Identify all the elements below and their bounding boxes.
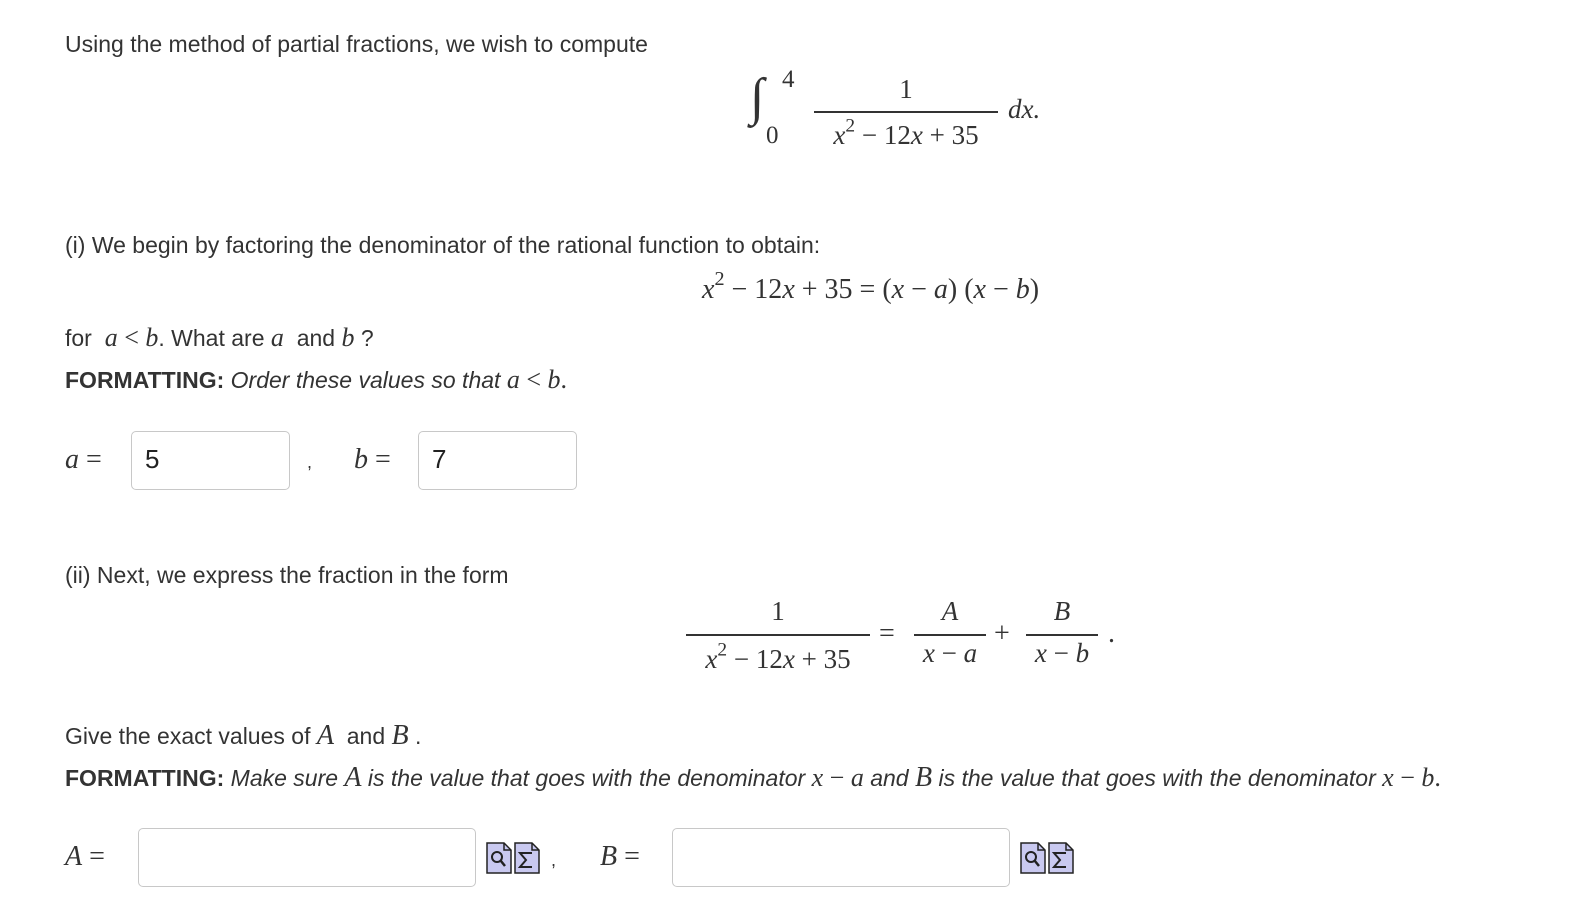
intro-text: Using the method of partial fractions, we wish to compute bbox=[65, 31, 648, 57]
a-input[interactable]: 5 bbox=[131, 431, 290, 490]
comma-separator-2: , bbox=[551, 850, 557, 870]
formatting-label: FORMATTING: bbox=[65, 367, 225, 393]
B-fraction bbox=[1026, 596, 1098, 686]
A-numerator: A bbox=[941, 596, 959, 626]
and-text: and bbox=[296, 325, 336, 351]
B-input[interactable] bbox=[672, 828, 1010, 887]
B-label: B = bbox=[600, 841, 640, 872]
question-mark: ? bbox=[360, 325, 374, 351]
for-text: for bbox=[65, 325, 92, 351]
integrand-fraction bbox=[814, 62, 998, 162]
formatting-text-2d: is the value that goes with the denominator bbox=[938, 765, 1376, 791]
lhs-denominator: $x^2 - 12x + 35$ bbox=[705, 639, 851, 674]
formatting-label-2: FORMATTING: bbox=[65, 765, 225, 791]
what-are-text: . What are bbox=[158, 325, 265, 351]
and-text-2: and bbox=[346, 723, 386, 749]
A-input[interactable] bbox=[138, 828, 476, 887]
B-tool-icons bbox=[1020, 842, 1074, 874]
partial-fraction-equation: 1 $x^2 - 12x + 35$ = A x − a + B x − b . bbox=[686, 596, 1126, 686]
integral-equation bbox=[750, 62, 1070, 162]
integral-lower-limit: 0 bbox=[766, 122, 779, 149]
preview-icon[interactable] bbox=[486, 842, 512, 874]
b-label: b = bbox=[354, 444, 391, 475]
equation-editor-icon[interactable] bbox=[1048, 842, 1074, 874]
B-denominator: x − b bbox=[1034, 638, 1090, 668]
question-line: for a < b. What are a and b ? bbox=[65, 323, 374, 352]
integrand-denominator: $x^2 - 12x + 35$ bbox=[833, 115, 979, 150]
preview-icon[interactable] bbox=[1020, 842, 1046, 874]
formatting-text: Order these values so that bbox=[230, 367, 501, 393]
A-fraction bbox=[914, 596, 986, 686]
a-label: a = bbox=[65, 444, 102, 475]
a-less-b-inline: a bbox=[98, 323, 118, 352]
B-numerator: B bbox=[1053, 596, 1071, 626]
equation-editor-icon[interactable] bbox=[514, 842, 540, 874]
A-denominator: x − a bbox=[922, 638, 978, 668]
integrand-numerator: 1 bbox=[899, 74, 913, 104]
integral-dx: dx. bbox=[1008, 94, 1041, 124]
formatting-note-1: FORMATTING: Order these values so that a < b. bbox=[65, 365, 567, 394]
A-label: A = bbox=[65, 841, 105, 872]
formatting-text-2b: is the value that goes with the denominator bbox=[367, 765, 806, 791]
factored-equation: $x^2 - 12x + 35 = (x - a) (x - b)$ bbox=[702, 267, 1040, 305]
b-input[interactable]: 7 bbox=[418, 431, 577, 490]
lhs-fraction bbox=[686, 596, 870, 686]
comma-separator: , bbox=[307, 452, 313, 472]
formatting-text-2a: Make sure bbox=[230, 765, 339, 791]
A-tool-icons bbox=[486, 842, 540, 874]
integral-upper-limit: 4 bbox=[782, 66, 795, 93]
part-i-text: (i) We begin by factoring the denominator of the rational function to obtain: bbox=[65, 232, 821, 258]
integral-sign: ∫ bbox=[750, 69, 765, 126]
give-values-line: Give the exact values of A and B . bbox=[65, 720, 422, 751]
part-ii-text: (ii) Next, we express the fraction in the form bbox=[65, 562, 509, 588]
give-text: Give the exact values of bbox=[65, 723, 311, 749]
formatting-note-2: FORMATTING: Make sure A is the value that goes with the denominator x − a and B is the value that goes with the denominator x − b. bbox=[65, 762, 1441, 793]
formatting-text-2c: and bbox=[870, 765, 909, 791]
lhs-numerator: 1 bbox=[771, 596, 785, 626]
